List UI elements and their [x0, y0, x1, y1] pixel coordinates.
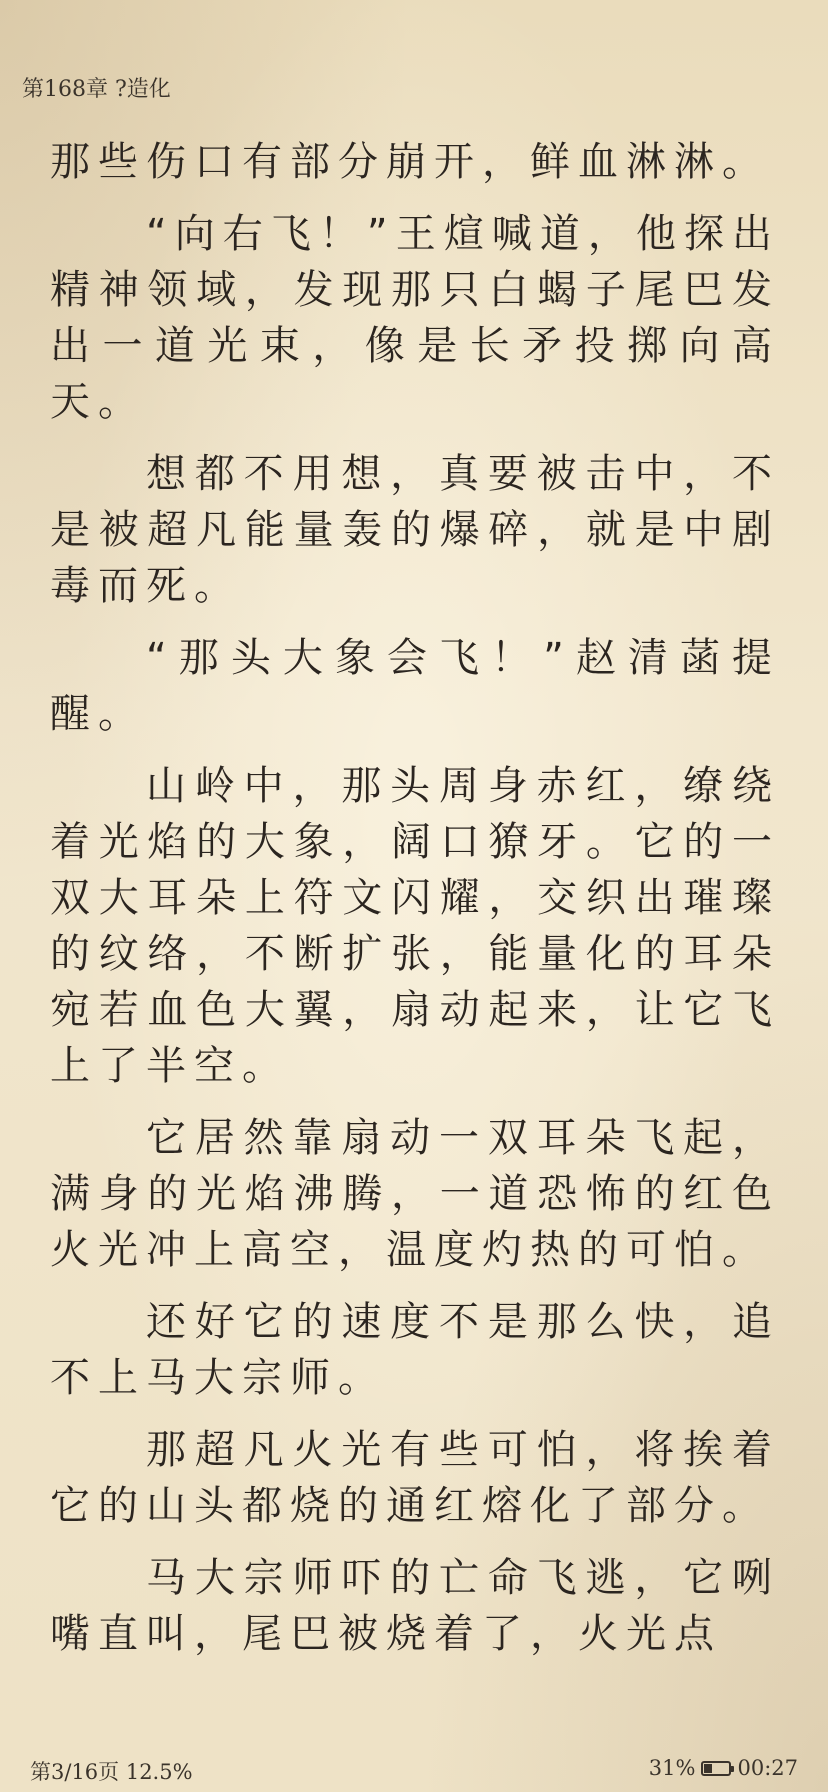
paragraph-7: 还好它的速度不是那么快，追不上马大宗师。: [50, 1299, 780, 1401]
paragraph-9: 马大宗师吓的亡命飞逃，它咧嘴直叫，尾巴被烧着了，火光点: [50, 1555, 780, 1657]
battery-percent: 31%: [648, 1756, 696, 1780]
status-indicators: [649, 1756, 798, 1780]
chapter-title: 第168章 ?造化: [22, 77, 171, 102]
paragraph-5: 山岭中，那头周身赤红，缭绕着光焰的大象，阔口獠牙。它的一双大耳朵上符文闪耀，交织出璀璨的纹络，不断扩张，能量化的耳朵宛若血色大翼，扇动起来，让它飞上了半空。: [50, 763, 780, 1089]
reading-content[interactable]: [50, 134, 780, 1678]
clock-time: 00:27: [737, 1756, 798, 1780]
paragraph-1: 那些伤口有部分崩开，鲜血淋淋。: [50, 139, 770, 185]
paragraph-4: “那头大象会飞！”赵清菡提醒。: [50, 635, 780, 737]
battery-icon: [701, 1761, 731, 1776]
paragraph-6: 它居然靠扇动一双耳朵飞起，满身的光焰沸腾，一道恐怖的红色火光冲上高空，温度灼热的可怕。: [50, 1115, 780, 1273]
page-progress: 第3/16页 12.5%: [30, 1760, 193, 1784]
paragraph-2: “向右飞！”王煊喊道，他探出精神领域，发现那只白蝎子尾巴发出一道光束，像是长矛投掷向高天。: [50, 211, 780, 425]
paragraph-8: 那超凡火光有些可怕，将挨着它的山头都烧的通红熔化了部分。: [50, 1427, 780, 1529]
battery-fill: [704, 1764, 711, 1773]
paragraph-3: 想都不用想，真要被击中，不是被超凡能量轰的爆碎，就是中剧毒而死。: [50, 451, 780, 609]
